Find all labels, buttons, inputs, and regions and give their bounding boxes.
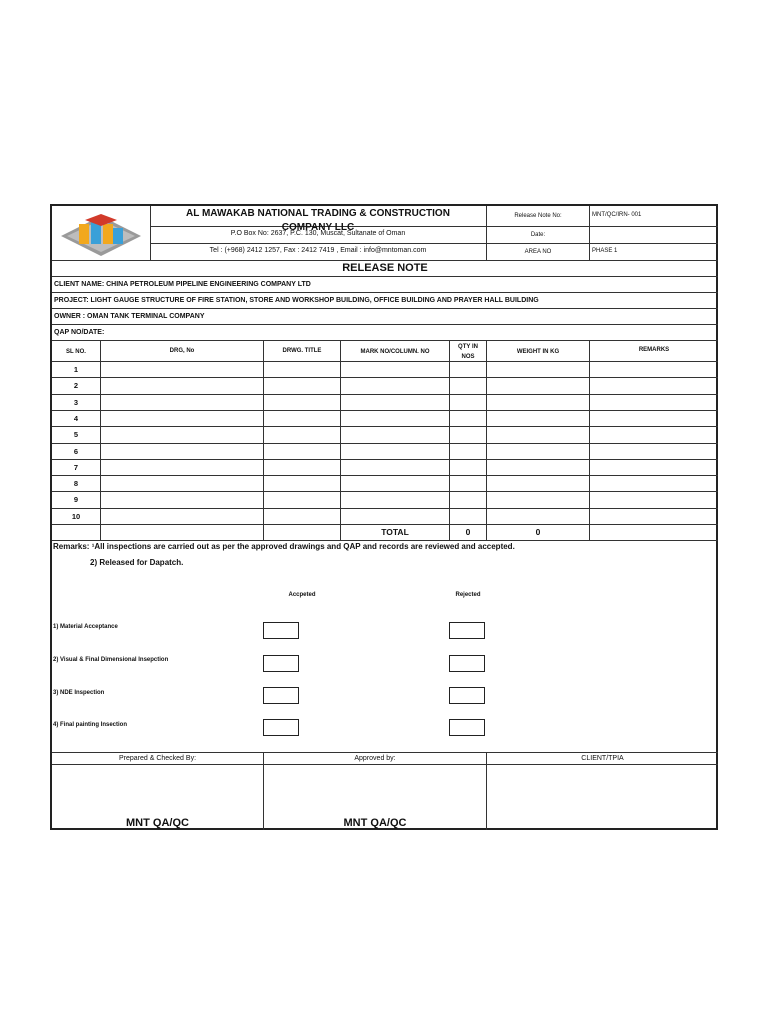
painting-rejected-checkbox[interactable] [449, 719, 485, 736]
inspection-item: 2) Visual & Final Dimensional Insepction [53, 657, 169, 663]
release-note-value: MNT/QC/IRN- 001 [592, 212, 642, 218]
col-header-qty-unit: NOS [461, 354, 475, 360]
total-label: TOTAL [381, 527, 409, 537]
prepared-by-label: Prepared & Checked By: [118, 755, 197, 762]
row-divider [52, 508, 718, 509]
rejected-label: Rejected [455, 592, 481, 598]
release-note-form [50, 204, 718, 830]
col-header-drg: DRG, No [169, 348, 195, 354]
table-row-number: 6 [73, 447, 79, 456]
col-header-qty: QTY IN [458, 344, 478, 350]
area-label: AREA NO [524, 249, 552, 255]
table-row-number: 4 [73, 414, 79, 423]
owner-name: OWNER : OMAN TANK TERMINAL COMPANY [54, 313, 205, 320]
table-row-number: 7 [73, 463, 79, 472]
client-name: CLIENT NAME: CHINA PETROLEUM PIPELINE ENGINEERING COMPANY LTD [54, 281, 311, 288]
col-header-weight: WEIGHT IN KG [516, 349, 560, 355]
row-divider [52, 459, 718, 460]
nde-accepted-checkbox[interactable] [263, 687, 299, 704]
inspection-item: 3) NDE Inspection [53, 690, 105, 696]
row-divider [52, 377, 718, 378]
company-logo-icon [57, 212, 145, 258]
visual-accepted-checkbox[interactable] [263, 655, 299, 672]
page-title: RELEASE NOTE [342, 262, 428, 274]
table-row-number: 1 [73, 365, 79, 374]
row-divider [52, 524, 718, 525]
approved-by-label: Approved by: [354, 755, 396, 762]
table-row-number: 2 [73, 381, 79, 390]
area-value: PHASE 1 [592, 248, 618, 254]
col-header-title: DRWG. TITLE [282, 348, 322, 354]
total-qty: 0 [465, 527, 471, 537]
total-weight: 0 [535, 527, 541, 537]
company-address: P.O Box No: 2637, P.C. 130, Muscat, Sultanate of Oman [230, 230, 406, 237]
table-row-number: 10 [71, 512, 81, 521]
inspection-item: 1) Material Acceptance [53, 624, 118, 630]
row-divider [52, 475, 718, 476]
material-rejected-checkbox[interactable] [449, 622, 485, 639]
painting-accepted-checkbox[interactable] [263, 719, 299, 736]
company-name: AL MAWAKAB NATIONAL TRADING & CONSTRUCTION COMPANY LLC [186, 208, 450, 233]
release-note-label: Release Note No: [514, 213, 562, 219]
table-row-number: 5 [73, 430, 79, 439]
material-accepted-checkbox[interactable] [263, 622, 299, 639]
row-divider [52, 443, 718, 444]
company-contact: Tel : (+968) 2412 1257, Fax : 2412 7419 , Email : info@mntoman.com [209, 247, 427, 254]
row-divider [52, 426, 718, 427]
table-row-number: 8 [73, 479, 79, 488]
row-divider [52, 491, 718, 492]
visual-rejected-checkbox[interactable] [449, 655, 485, 672]
approved-by-name: MNT QA/QC [343, 817, 407, 829]
row-divider [52, 394, 718, 395]
nde-rejected-checkbox[interactable] [449, 687, 485, 704]
col-header-mark: MARK NO/COLUMN. NO [360, 349, 430, 355]
date-label: Date: [530, 232, 546, 238]
remarks-line-1: Remarks: ¹All inspections are carried out as per the approved drawings and QAP and records are reviewed and accepted. [53, 542, 515, 551]
col-header-remarks: REMARKS [638, 347, 670, 353]
prepared-by-name: MNT QA/QC [126, 817, 189, 829]
row-divider [52, 410, 718, 411]
client-tpia-label: CLIENT/TPIA [581, 755, 624, 762]
table-row-number: 9 [73, 495, 79, 504]
qap-no-date: QAP NO/DATE: [54, 329, 105, 336]
inspection-item: 4) Final painting Insection [53, 722, 128, 728]
project-name: PROJECT: LIGHT GAUGE STRUCTURE OF FIRE STATION, STORE AND WORKSHOP BUILDING, OFFICE BUILDING AND PRAYER HALL BUILDING [54, 297, 539, 304]
accepted-label: Accpeted [288, 592, 316, 598]
remarks-line-2: 2) Released for Dapatch. [90, 558, 184, 567]
table-row-number: 3 [73, 398, 79, 407]
col-header-sl: SL NO. [66, 349, 86, 355]
